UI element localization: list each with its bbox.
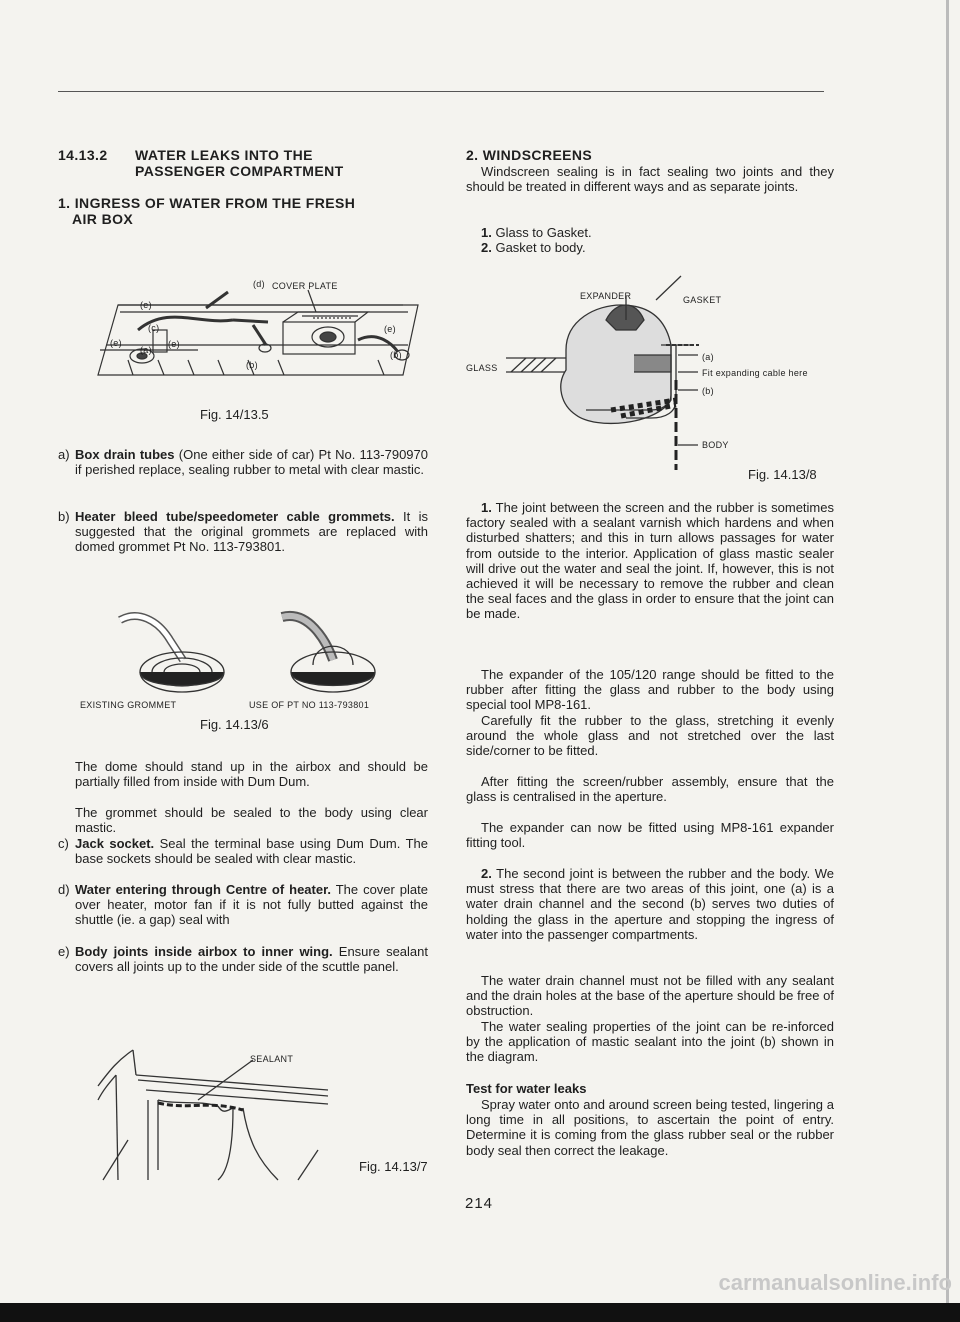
dome-paragraph: The dome should stand up in the airbox and should be partially filled from inside with Dum Dum. <box>75 759 428 790</box>
windscreen-section-diagram <box>466 0 834 460</box>
sealing-properties-paragraph: The water sealing properties of the joint can be re-inforced by the application of mastic sealant into the joint (b) shown in the diagram. <box>466 1019 834 1065</box>
joint1-paragraph <box>466 500 834 622</box>
watermark: carmanualsonline.info <box>718 1270 952 1295</box>
fig1-label-e-right: (e) <box>384 324 396 334</box>
item-e-title: Body joints inside airbox to inner wing. <box>75 944 333 959</box>
fig4-fit-cable-label: Fit expanding cable here <box>702 368 808 378</box>
fig4-expander-label: EXPANDER <box>580 291 632 301</box>
fig1-label-a: (a) <box>140 345 152 355</box>
item-d-title: Water entering through Centre of heater. <box>75 882 332 897</box>
joint1-text: The joint between the screen and the rubber is sometimes factory sealed with a sealant varnish which hardens and when disturbed shatters; and this in turn allows passages for water from outside to the interior. Application of glass mastic sealer will drive out the water and seal the joint. If, however, this is not achieved it will be necessary to remove the rubber and clean the seal faces and the glass in order to ensure that the joint can be made. <box>466 500 834 622</box>
item-b-label: b) <box>58 509 70 524</box>
item-c-text: Seal the terminal base using Dum Dum. The base sockets should be sealed with clear mastic. <box>75 836 428 867</box>
fig1-label-e-left: (e) <box>110 338 122 348</box>
page-edge <box>946 0 949 1303</box>
item-c-label: c) <box>58 836 69 851</box>
fig3-sealant-label: SEALANT <box>250 1054 294 1064</box>
item-e-label: e) <box>58 944 70 959</box>
list-item-2-num: 2. <box>481 240 492 255</box>
fig4-label-a: (a) <box>702 352 714 362</box>
fig4-body-label: BODY <box>702 440 729 450</box>
fig2-label-left: EXISTING GROMMET <box>80 700 177 710</box>
expander-paragraph: The expander of the 105/120 range should be fitted to the rubber after fitting the glass and rubber to the body using special tool MP8-161. <box>466 667 834 713</box>
fig4-caption: Fig. 14.13/8 <box>748 467 817 482</box>
fig2-caption: Fig. 14.13/6 <box>200 717 269 732</box>
item-d-label: d) <box>58 882 70 897</box>
joint2-text: The second joint is between the rubber and the body. We must stress that there are two areas of this joint, one (a) is a water drain channel and the second (b) serves two duties of holding the glass in the aperture and stopping the ingress of water into the passenger compartments. <box>466 866 834 942</box>
item-d-text: The cover plate over heater, motor fan if it is not fully butted against the shuttle (ie. a gap) seal with <box>75 882 428 928</box>
section-title: WATER LEAKS INTO THE <box>135 147 313 163</box>
fit-rubber-paragraph: Carefully fit the rubber to the glass, stretching it evenly around the whole glass and not stretched over the last side/corner to be fitted. <box>466 713 834 759</box>
item-a-label: a) <box>58 447 70 462</box>
fig4-glass-label: GLASS <box>466 363 498 373</box>
joint2-paragraph <box>466 866 834 942</box>
list-item-1-num: 1. <box>481 225 492 240</box>
item-a-title: Box drain tubes <box>75 447 175 462</box>
fig2-label-right: USE OF PT NO 113-793801 <box>249 700 370 710</box>
fig1-label-e-mid: (e) <box>168 339 180 349</box>
joint2-num: 2. <box>481 866 492 881</box>
fig1-label-c: (c) <box>148 323 160 333</box>
centralise-paragraph: After fitting the screen/rubber assembly, ensure that the glass is centralised in the aperture. <box>466 774 834 805</box>
windscreens-intro: Windscreen sealing is in fact sealing two joints and they should be treated in different ways and as separate joints. <box>466 164 834 195</box>
item-b-title: Heater bleed tube/speedometer cable grommets. <box>75 509 395 524</box>
fig1-cover-plate-label: COVER PLATE <box>272 281 338 291</box>
fig1-label-e-top: (e) <box>140 300 152 310</box>
item-b-text: It is suggested that the original grommets are replaced with domed grommet Pt No. 113-793801. <box>75 509 428 555</box>
test-heading: Test for water leaks <box>466 1081 587 1096</box>
page-number: 214 <box>465 1195 494 1212</box>
grommet-paragraph: The grommet should be sealed to the body using clear mastic. <box>75 805 428 836</box>
fig3-caption: Fig. 14.13/7 <box>359 1159 428 1174</box>
fitting-tool-paragraph: The expander can now be fitted using MP8-161 expander fitting tool. <box>466 820 834 851</box>
fig4-label-b: (b) <box>702 386 714 396</box>
fig1-label-b-right: (b) <box>390 350 402 360</box>
joint1-num: 1. <box>481 500 492 515</box>
fig1-label-d: (d) <box>253 279 265 289</box>
sealant-diagram <box>58 0 428 1180</box>
item-e-text: Ensure sealant covers all joints up to the under side of the scuttle panel. <box>75 944 428 975</box>
list-item-2-text: Gasket to body. <box>495 240 586 255</box>
fig1-label-b: (b) <box>246 360 258 370</box>
drain-channel-paragraph: The water drain channel must not be filled with any sealant and the drain holes at the base of the aperture should be free of obstruction. <box>466 973 834 1019</box>
section-number: 14.13.2 <box>58 147 108 163</box>
subsection-heading: 1. INGRESS OF WATER FROM THE FRESH <box>58 195 356 211</box>
test-paragraph: Spray water onto and around screen being tested, lingering a long time in all positions, to ascertain the point of entry. Determine it is coming from the glass rubber seal or the rubber body seal then correct the leakage. <box>466 1097 834 1158</box>
item-a-text: (One either side of car) Pt No. 113-790970 if perished replace, sealing rubber to metal with clear mastic. <box>75 447 428 478</box>
list-item-1-text: Glass to Gasket. <box>495 225 592 240</box>
fig1-caption: Fig. 14/13.5 <box>200 407 269 422</box>
windscreens-heading: 2. WINDSCREENS <box>466 147 593 163</box>
section-title-2: PASSENGER COMPARTMENT <box>135 163 344 179</box>
bottom-bar <box>0 1303 960 1322</box>
item-c-title: Jack socket. <box>75 836 155 851</box>
subsection-heading-2: AIR BOX <box>72 211 134 227</box>
fig4-gasket-label: GASKET <box>683 295 722 305</box>
